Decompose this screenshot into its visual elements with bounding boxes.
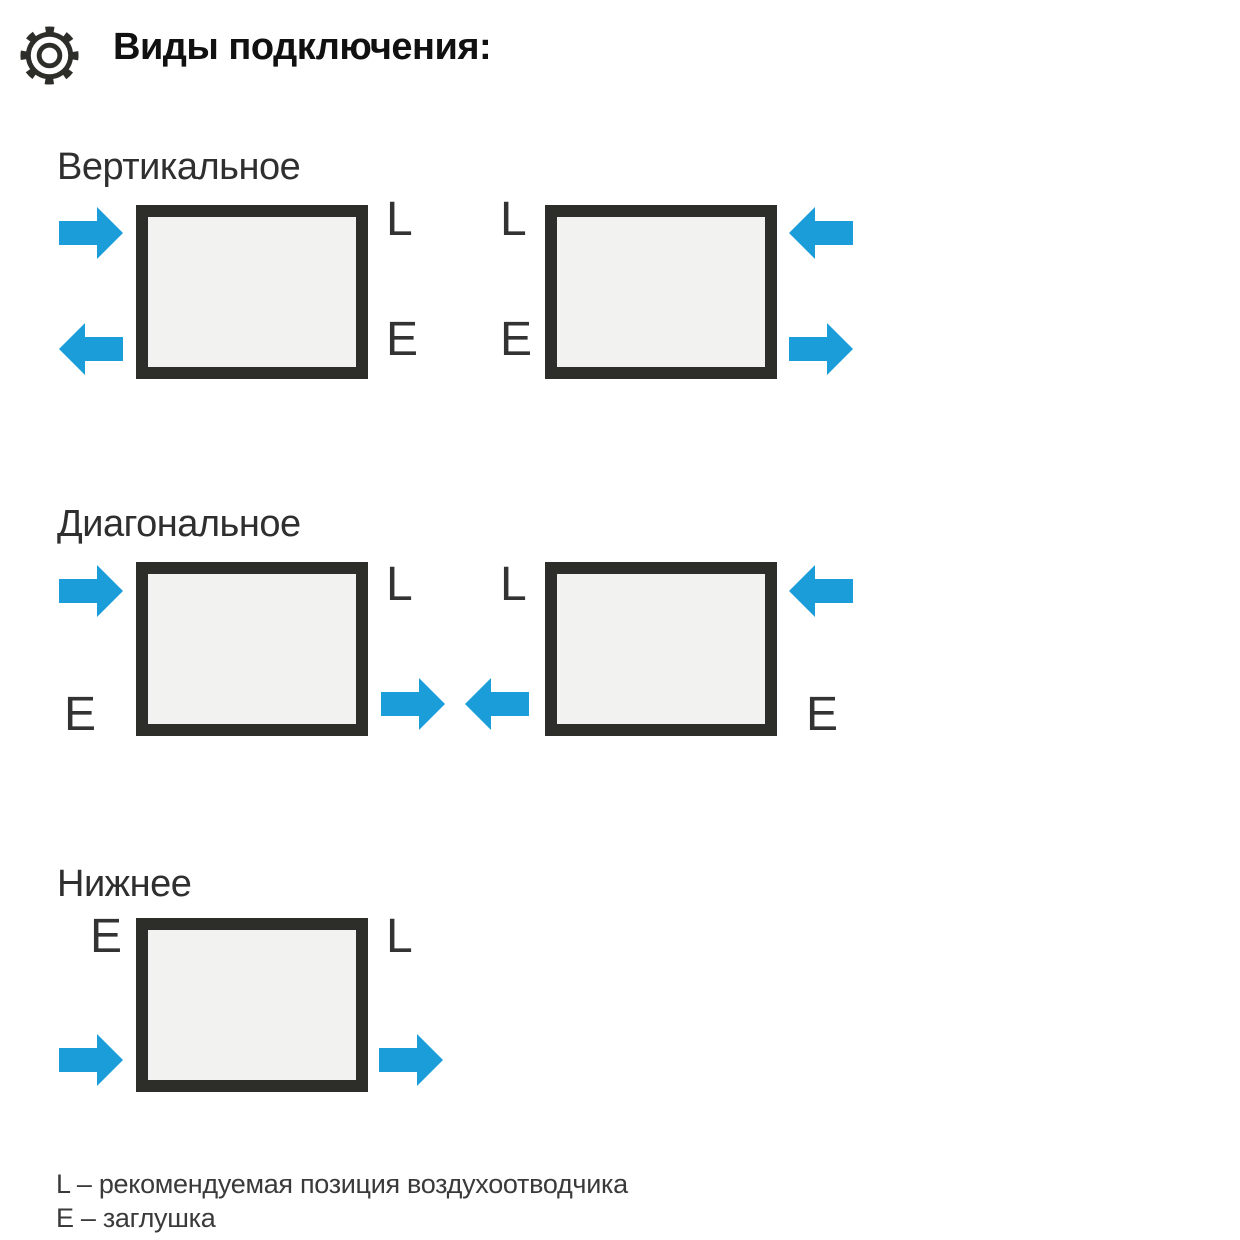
legend-line-vent: L – рекомендуемая позиция воздухоотводчика bbox=[56, 1169, 628, 1199]
plug-label: E bbox=[500, 313, 533, 366]
air-vent-label: L bbox=[500, 193, 527, 246]
plug-label: E bbox=[64, 688, 97, 741]
flow-out-arrow bbox=[379, 1032, 443, 1088]
flow-in-arrow bbox=[789, 563, 853, 619]
flow-in-arrow bbox=[59, 205, 123, 261]
radiator-box bbox=[545, 205, 777, 379]
flow-in-arrow bbox=[789, 205, 853, 261]
section-bottom-title: Нижнее bbox=[57, 863, 192, 905]
flow-out-arrow bbox=[381, 676, 445, 732]
page-title: Виды подключения: bbox=[113, 26, 492, 68]
section-diagonal-title: Диагональное bbox=[57, 503, 301, 545]
plug-label: E bbox=[806, 688, 839, 741]
flow-in-arrow bbox=[59, 563, 123, 619]
flow-out-arrow bbox=[789, 321, 853, 377]
legend-line-plug: E – заглушка bbox=[56, 1203, 216, 1233]
plug-label: E bbox=[386, 313, 419, 366]
flow-out-arrow bbox=[465, 676, 529, 732]
radiator-box bbox=[545, 562, 777, 736]
air-vent-label: L bbox=[386, 910, 413, 963]
gear-icon bbox=[18, 24, 81, 87]
radiator-box bbox=[136, 205, 368, 379]
section-vertical-title: Вертикальное bbox=[57, 146, 301, 188]
radiator-box bbox=[136, 562, 368, 736]
air-vent-label: L bbox=[500, 558, 527, 611]
flow-out-arrow bbox=[59, 321, 123, 377]
radiator-box bbox=[136, 918, 368, 1092]
air-vent-label: L bbox=[386, 193, 413, 246]
plug-label: E bbox=[90, 910, 123, 963]
flow-in-arrow bbox=[59, 1032, 123, 1088]
air-vent-label: L bbox=[386, 558, 413, 611]
